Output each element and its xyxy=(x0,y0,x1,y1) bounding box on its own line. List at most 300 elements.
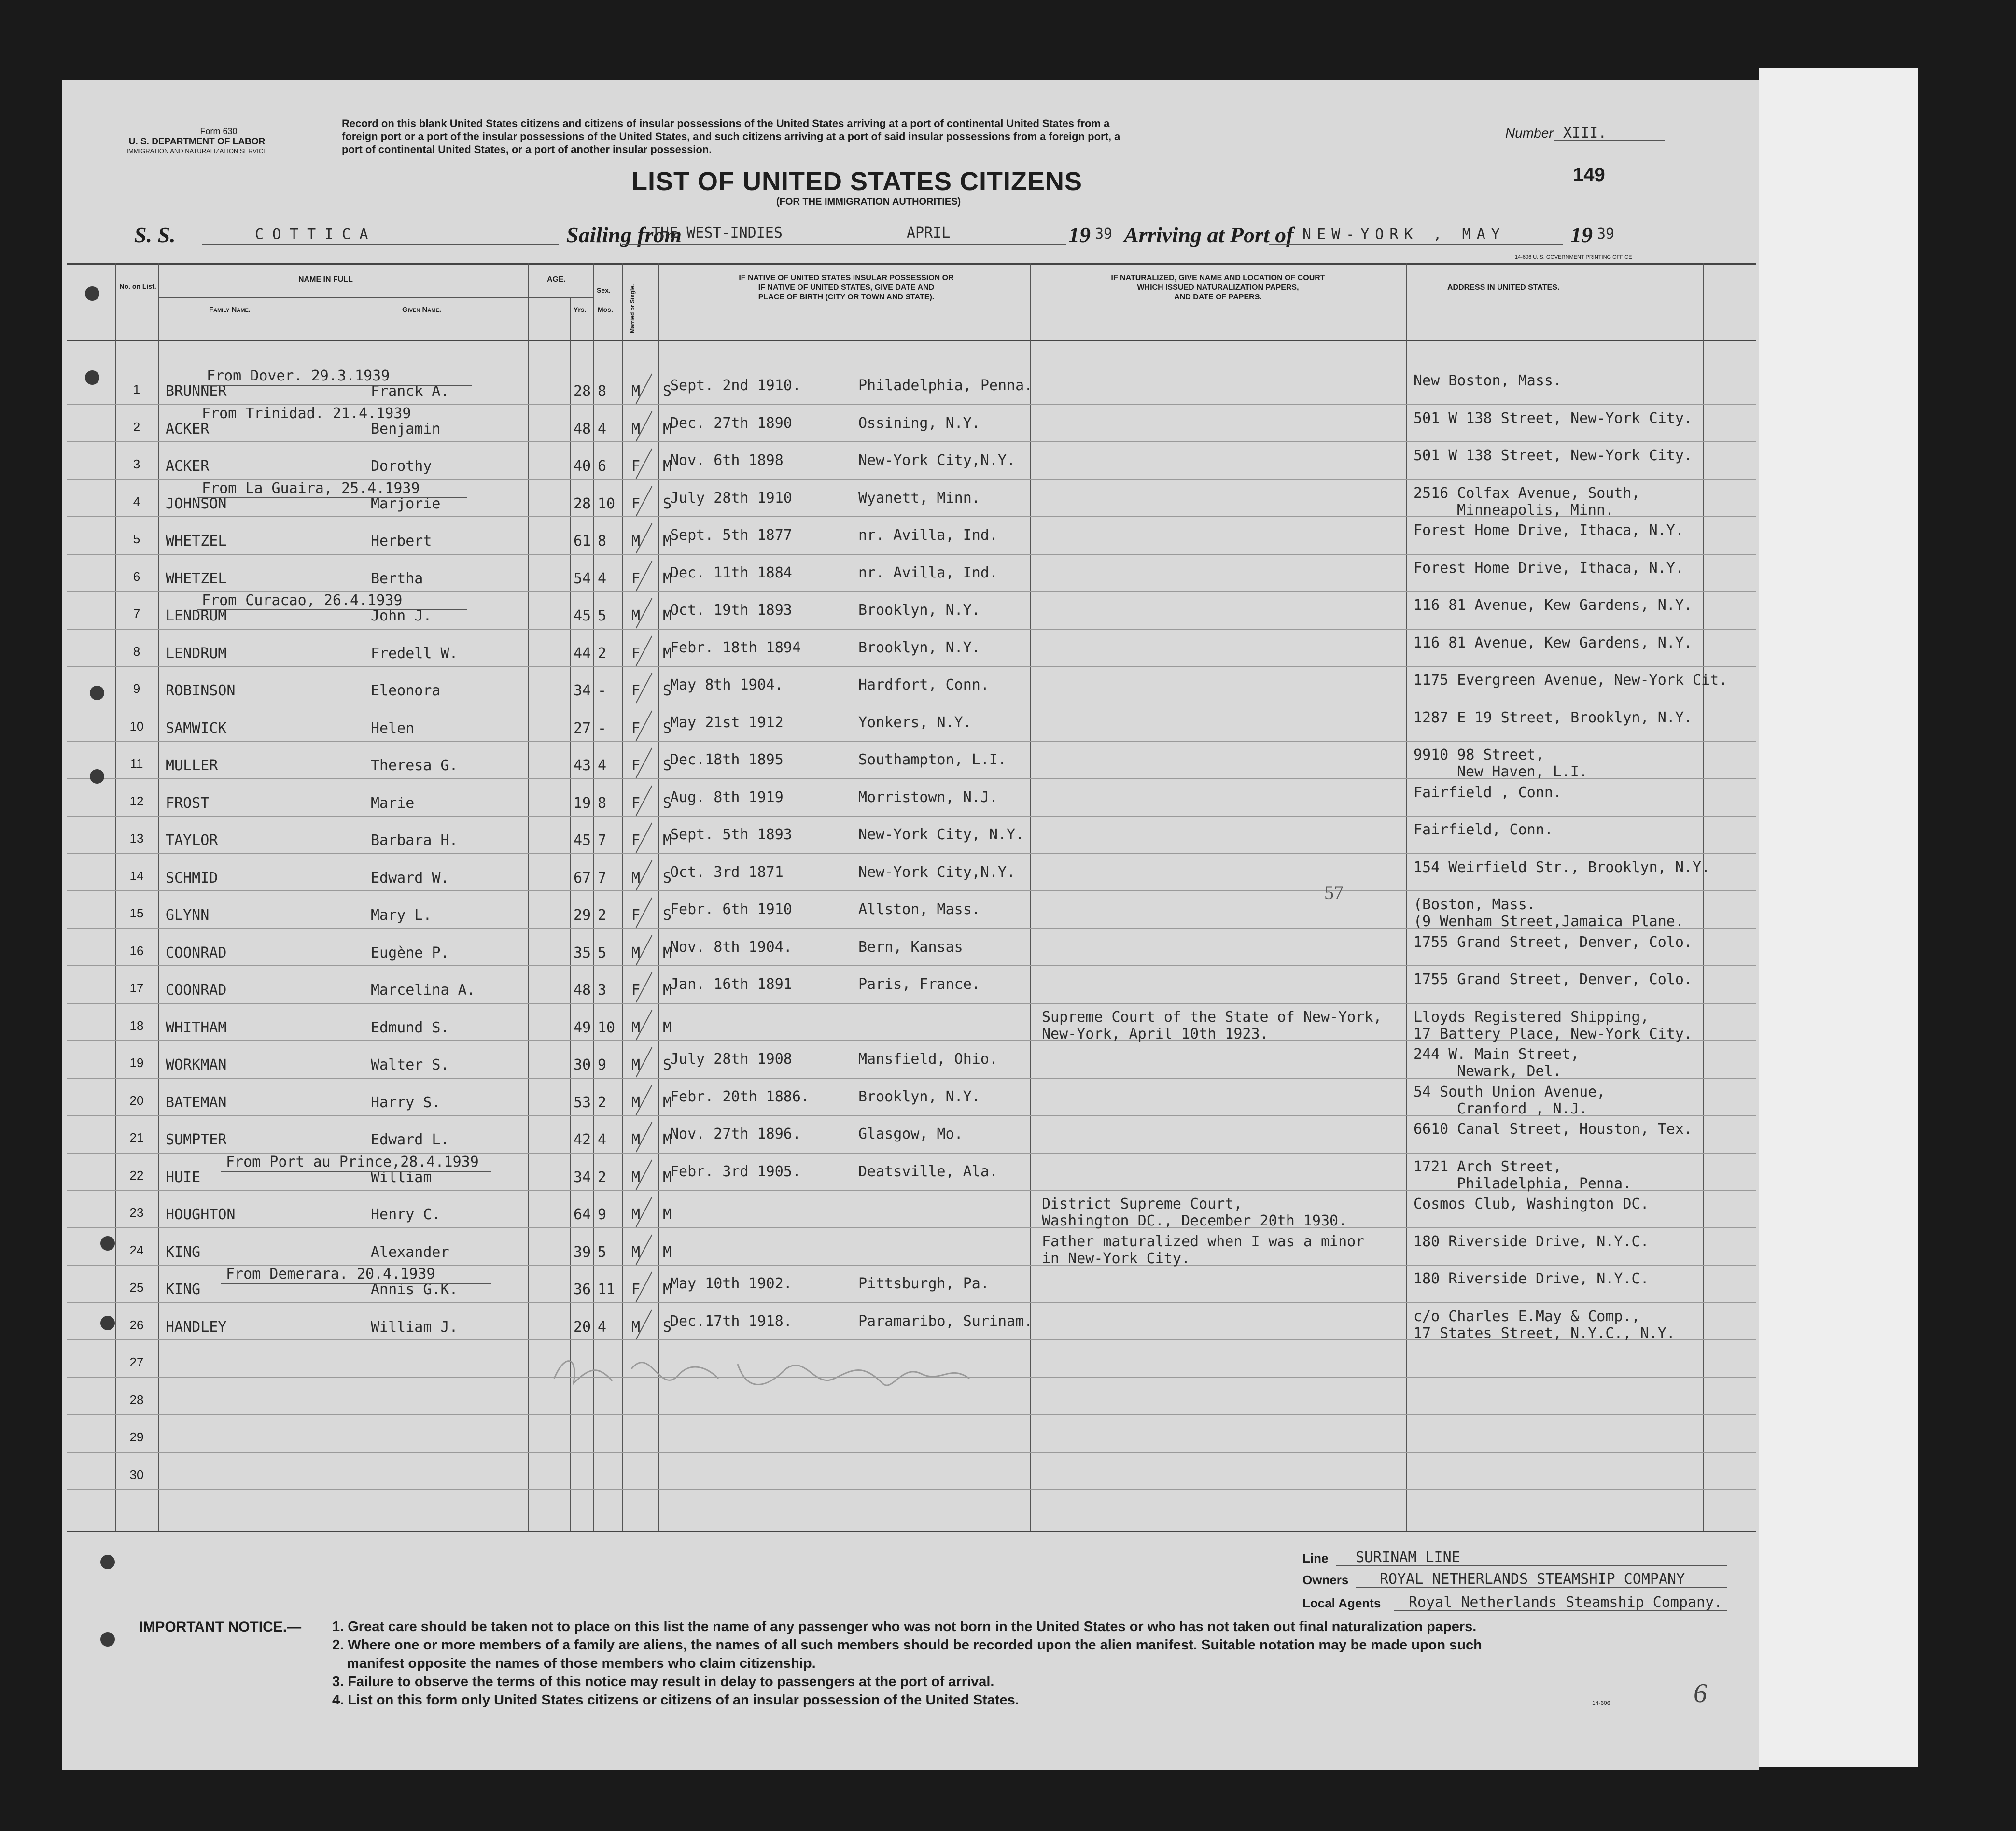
age-months: 4 xyxy=(598,1131,607,1148)
marital-status: M xyxy=(663,570,672,587)
birth-date: Febr. 6th 1910 xyxy=(670,901,792,918)
us-address: 17 Battery Place, New-York City. xyxy=(1414,1025,1693,1042)
birth-place: New-York City,N.Y. xyxy=(858,863,1016,881)
given-name: Edward L. xyxy=(371,1131,449,1148)
family-name: SCHMID xyxy=(166,869,218,887)
us-address: 154 Weirfield Str., Brooklyn, N.Y. xyxy=(1414,859,1710,876)
row-number: 7 xyxy=(133,606,140,621)
ship-name: COTTICA xyxy=(255,226,377,243)
row-rule xyxy=(67,1414,1756,1415)
row-rule xyxy=(67,666,1756,667)
age-months: 5 xyxy=(598,607,607,624)
header-married: Married or Single. xyxy=(629,284,636,333)
row-number: 15 xyxy=(129,906,144,920)
marital-status: S xyxy=(663,1318,672,1336)
birth-place: Hardfort, Conn. xyxy=(858,676,989,693)
given-name: Bertha xyxy=(371,570,423,587)
row-number: 14 xyxy=(129,868,144,883)
age-months: 10 xyxy=(598,1019,616,1036)
marital-status: M xyxy=(663,1281,672,1298)
month-underline xyxy=(873,244,1066,245)
family-name: ROBINSON xyxy=(166,682,236,699)
row-number: 11 xyxy=(130,756,143,771)
given-name: William xyxy=(371,1169,432,1186)
given-name: Edward W. xyxy=(371,869,449,887)
age-years: 49 xyxy=(574,1019,591,1036)
notice-2-cont: manifest opposite the names of those members who claim citizenship. xyxy=(347,1656,816,1671)
agents-label: Local Agents xyxy=(1302,1596,1381,1610)
age-years: 40 xyxy=(574,458,591,475)
marital-status: M xyxy=(663,982,672,999)
us-address: (9 Wenham Street,Jamaica Plane. xyxy=(1414,913,1684,930)
marital-status: M xyxy=(663,1094,672,1111)
us-address: 501 W 138 Street, New-York City. xyxy=(1414,409,1693,427)
given-name: Theresa G. xyxy=(371,757,458,774)
row-number: 27 xyxy=(129,1355,144,1369)
number-value: XIII. xyxy=(1563,125,1607,141)
row-rule xyxy=(67,1302,1756,1303)
marital-status: M xyxy=(663,420,672,437)
given-name: John J. xyxy=(371,607,432,624)
age-years: 36 xyxy=(574,1281,591,1298)
row-number: 19 xyxy=(129,1056,144,1070)
birth-date: Nov. 6th 1898 xyxy=(670,452,784,469)
family-name: MULLER xyxy=(166,757,218,774)
punch-hole xyxy=(100,1236,115,1251)
col-divider-native xyxy=(1030,263,1031,1531)
record-text-2: foreign port or a port of the insular possessions of the United States, and such citizens arriving at a port of said insular possessions from a foreign port, a xyxy=(342,130,1120,142)
table-bottom-border xyxy=(67,1531,1756,1532)
owners-value: ROYAL NETHERLANDS STEAMSHIP COMPANY xyxy=(1380,1571,1685,1588)
row-number: 6 xyxy=(133,569,140,584)
naturalization-court: in New-York City. xyxy=(1042,1250,1190,1267)
row-number: 22 xyxy=(129,1168,144,1183)
family-name: ACKER xyxy=(166,420,210,437)
age-years: 48 xyxy=(574,420,591,437)
birth-date: Oct. 3rd 1871 xyxy=(670,863,784,881)
age-months: 3 xyxy=(598,982,607,999)
row-number: 21 xyxy=(129,1130,144,1145)
right-margin-strip xyxy=(1759,68,1918,1767)
us-address: Cranford , N.J. xyxy=(1457,1100,1588,1117)
port-of-embarkation: From Curacao, 26.4.1939 xyxy=(202,592,403,609)
family-name: KING xyxy=(166,1281,201,1298)
port-underline xyxy=(197,497,467,498)
given-name: Edmund S. xyxy=(371,1019,449,1036)
birth-date: May 8th 1904. xyxy=(670,676,784,693)
birth-date: Jan. 16th 1891 xyxy=(670,976,792,993)
birth-place: Morristown, N.J. xyxy=(858,789,998,806)
us-address: 1175 Evergreen Avenue, New-York Cit. xyxy=(1414,672,1728,689)
print-code: 14-606 U. S. GOVERNMENT PRINTING OFFICE xyxy=(1515,254,1632,260)
header-family: Family Name. xyxy=(209,306,251,314)
sex: M xyxy=(631,420,641,437)
family-name: ACKER xyxy=(166,458,210,475)
port-underline xyxy=(197,609,467,610)
row-rule xyxy=(67,965,1756,966)
given-name: Fredell W. xyxy=(371,645,458,662)
port-underline xyxy=(202,385,472,386)
sex: F xyxy=(631,495,641,512)
birth-date: May 21st 1912 xyxy=(670,714,784,731)
age-months: 2 xyxy=(598,645,607,662)
birth-place: Mansfield, Ohio. xyxy=(858,1051,998,1068)
sex: F xyxy=(631,458,641,475)
age-years: 27 xyxy=(574,719,591,737)
marital-status: S xyxy=(663,1056,672,1073)
age-years: 48 xyxy=(574,982,591,999)
us-address: 501 W 138 Street, New-York City. xyxy=(1414,447,1693,464)
birth-place: Pittsburgh, Pa. xyxy=(858,1275,989,1292)
age-years: 28 xyxy=(574,495,591,512)
marital-status: S xyxy=(663,719,672,737)
sex: F xyxy=(631,570,641,587)
given-name: Annis G.K. xyxy=(371,1281,458,1298)
notice-title: IMPORTANT NOTICE.— xyxy=(139,1619,302,1635)
family-name: WORKMAN xyxy=(166,1056,227,1073)
sex: F xyxy=(631,682,641,699)
family-name: JOHNSON xyxy=(166,495,227,512)
birth-place: Paramaribo, Surinam. xyxy=(858,1312,1033,1330)
marital-status: S xyxy=(663,495,672,512)
row-number: 9 xyxy=(133,681,140,696)
service: IMMIGRATION AND NATURALIZATION SERVICE xyxy=(126,147,267,155)
us-address: Cosmos Club, Washington DC. xyxy=(1414,1196,1649,1212)
given-name: Barbara H. xyxy=(371,832,458,849)
marital-status: S xyxy=(663,383,672,400)
age-years: 43 xyxy=(574,757,591,774)
age-months: 2 xyxy=(598,1094,607,1111)
row-rule xyxy=(67,853,1756,854)
birth-place: Southampton, L.I. xyxy=(858,751,1007,768)
sailing-month: APRIL xyxy=(907,225,951,241)
col-divider-naturalized xyxy=(1406,263,1407,1531)
us-address: 2516 Colfax Avenue, South, xyxy=(1414,484,1640,502)
port-underline xyxy=(221,1171,491,1172)
port-of-embarkation: From La Guaira, 25.4.1939 xyxy=(202,479,420,497)
us-address: Minneapolis, Minn. xyxy=(1457,501,1614,519)
marital-status: S xyxy=(663,682,672,699)
port-of-embarkation: From Demerara. 20.4.1939 xyxy=(226,1266,435,1282)
sex: M xyxy=(631,1206,641,1223)
given-name: William J. xyxy=(371,1318,458,1336)
age-years: 28 xyxy=(574,383,591,400)
header-name: NAME IN FULL xyxy=(298,275,353,283)
notice-1: 1. Great care should be taken not to place on this list the name of any passenger who was not born in the United States or who has not taken out final naturalization papers. xyxy=(332,1619,1477,1634)
sex: F xyxy=(631,794,641,812)
row-rule xyxy=(67,441,1756,442)
sex: M xyxy=(631,1318,641,1336)
us-address: 244 W. Main Street, xyxy=(1414,1046,1580,1063)
sex: F xyxy=(631,1281,641,1298)
age-months: 9 xyxy=(598,1056,607,1073)
age-months: 7 xyxy=(598,869,607,887)
arriving-label: Arriving at Port of xyxy=(1124,223,1294,247)
birth-date: Dec.17th 1918. xyxy=(670,1312,792,1330)
sailing-label: Sailing from xyxy=(566,223,682,247)
header-naturalized-1: IF NATURALIZED, GIVE NAME AND LOCATION OF COURT xyxy=(1111,274,1325,282)
birth-place: New-York City, N.Y. xyxy=(858,826,1024,843)
table-header-bottom xyxy=(67,340,1756,341)
table-top-border xyxy=(67,263,1756,265)
us-address: New Haven, L.I. xyxy=(1457,763,1588,780)
us-address: 54 South Union Avenue, xyxy=(1414,1083,1606,1100)
age-years: 39 xyxy=(574,1243,591,1261)
birth-date: Sept. 5th 1893 xyxy=(670,826,792,843)
arrival-port: NEW-YORK , MAY xyxy=(1302,226,1506,243)
us-address: Fairfield, Conn. xyxy=(1414,821,1553,838)
manifest-sheet xyxy=(62,80,1759,1770)
given-name: Harry S. xyxy=(371,1094,441,1111)
naturalization-court: Supreme Court of the State of New-York, xyxy=(1042,1008,1382,1026)
corner-mark: 6 xyxy=(1694,1678,1707,1708)
age-months: 8 xyxy=(598,794,607,812)
punch-hole xyxy=(85,286,99,301)
birth-date: Nov. 8th 1904. xyxy=(670,938,792,956)
header-native-2: IF NATIVE OF UNITED STATES, GIVE DATE AND xyxy=(758,283,935,292)
family-name: KING xyxy=(166,1243,201,1261)
given-name: Marjorie xyxy=(371,495,441,512)
header-native-1: IF NATIVE OF UNITED STATES INSULAR POSSESSION OR xyxy=(739,274,954,282)
row-number: 8 xyxy=(133,644,140,659)
sex: M xyxy=(631,1243,641,1261)
marital-status: S xyxy=(663,907,672,924)
number-label: Number xyxy=(1505,126,1554,141)
ship-underline xyxy=(202,244,559,245)
age-months: 2 xyxy=(598,1169,607,1186)
sex: M xyxy=(631,1131,641,1148)
us-address: 1755 Grand Street, Denver, Colo. xyxy=(1414,933,1693,951)
birth-place: Yonkers, N.Y. xyxy=(858,714,972,731)
punch-hole xyxy=(100,1632,115,1647)
birth-place: Deatsville, Ala. xyxy=(858,1163,998,1180)
form-number: Form 630 xyxy=(200,127,238,136)
row-number: 28 xyxy=(129,1392,144,1407)
birth-date: Aug. 8th 1919 xyxy=(670,789,784,806)
age-years: 45 xyxy=(574,832,591,849)
page-subtitle: (FOR THE IMMIGRATION AUTHORITIES) xyxy=(776,197,961,207)
marital-status: M xyxy=(663,1019,672,1036)
birth-place: Wyanett, Minn. xyxy=(858,489,980,507)
row-number: 16 xyxy=(129,943,144,958)
us-address: Forest Home Drive, Ithaca, N.Y. xyxy=(1414,522,1684,539)
us-address: Philadelphia, Penna. xyxy=(1457,1175,1632,1192)
birth-date: Febr. 20th 1886. xyxy=(670,1088,810,1105)
footer-code: 14-606 xyxy=(1592,1700,1610,1706)
sex: M xyxy=(631,1019,641,1036)
punch-hole xyxy=(90,686,104,700)
sex: M xyxy=(631,1056,641,1073)
punch-hole xyxy=(100,1316,115,1330)
given-name: Walter S. xyxy=(371,1056,449,1073)
row-rule xyxy=(67,816,1756,817)
birth-date: May 10th 1902. xyxy=(670,1275,792,1292)
age-years: 35 xyxy=(574,944,591,961)
family-name: BATEMAN xyxy=(166,1094,227,1111)
us-address: Forest Home Drive, Ithaca, N.Y. xyxy=(1414,559,1684,577)
header-given: Given Name. xyxy=(402,306,441,314)
arrival-year-prefix: 19 xyxy=(1570,223,1593,247)
header-naturalized-3: AND DATE OF PAPERS. xyxy=(1174,293,1262,301)
family-name: WHITHAM xyxy=(166,1019,227,1036)
row-number: 3 xyxy=(133,457,140,471)
given-name: Marie xyxy=(371,794,415,812)
birth-place: New-York City,N.Y. xyxy=(858,452,1016,469)
header-naturalized-2: WHICH ISSUED NATURALIZATION PAPERS, xyxy=(1137,283,1299,292)
us-address: Fairfield , Conn. xyxy=(1414,784,1562,801)
age-months: 4 xyxy=(598,570,607,587)
sex: M xyxy=(631,944,641,961)
age-years: 53 xyxy=(574,1094,591,1111)
age-months: 4 xyxy=(598,757,607,774)
birth-place: nr. Avilla, Ind. xyxy=(858,564,998,581)
age-years: 20 xyxy=(574,1318,591,1336)
us-address: 116 81 Avenue, Kew Gardens, N.Y. xyxy=(1414,597,1693,614)
row-number: 12 xyxy=(129,793,144,808)
birth-date: Dec.18th 1895 xyxy=(670,751,784,768)
col-divider-address xyxy=(1703,263,1704,1531)
birth-place: Bern, Kansas xyxy=(858,938,963,956)
sex: M xyxy=(631,1169,641,1186)
birth-date: Nov. 27th 1896. xyxy=(670,1126,801,1142)
family-name: HUIE xyxy=(166,1169,201,1186)
naturalization-court: Washington DC., December 20th 1930. xyxy=(1042,1212,1347,1229)
age-months: 5 xyxy=(598,1243,607,1261)
age-years: 67 xyxy=(574,869,591,887)
us-address: 1755 Grand Street, Denver, Colo. xyxy=(1414,971,1693,988)
sex: F xyxy=(631,982,641,999)
us-address: 180 Riverside Drive, N.Y.C. xyxy=(1414,1233,1649,1250)
sailing-year-prefix: 19 xyxy=(1068,223,1091,247)
header-address: ADDRESS IN UNITED STATES. xyxy=(1447,283,1560,292)
age-months: 4 xyxy=(598,1318,607,1336)
age-months: 9 xyxy=(598,1206,607,1223)
department: U. S. DEPARTMENT OF LABOR xyxy=(128,137,266,147)
row-number: 10 xyxy=(129,718,144,733)
family-name: SAMWICK xyxy=(166,719,227,737)
marital-status: M xyxy=(663,1243,672,1261)
port-of-embarkation: From Dover. 29.3.1939 xyxy=(207,367,390,384)
agents-underline xyxy=(1394,1610,1727,1611)
family-name: GLYNN xyxy=(166,907,210,924)
age-years: 45 xyxy=(574,607,591,624)
row-rule xyxy=(67,890,1756,891)
given-name: Marcelina A. xyxy=(371,982,476,999)
arrival-year-suffix: 39 xyxy=(1597,225,1615,242)
age-months: 2 xyxy=(598,907,607,924)
marital-status: M xyxy=(663,1206,672,1223)
age-months: 6 xyxy=(598,458,607,475)
birth-place: Philadelphia, Penna. xyxy=(858,377,1033,394)
marital-status: S xyxy=(663,869,672,887)
us-address: 1287 E 19 Street, Brooklyn, N.Y. xyxy=(1414,709,1693,726)
family-name: TAYLOR xyxy=(166,832,218,849)
sex: M xyxy=(631,533,641,549)
us-address: 9910 98 Street, xyxy=(1414,746,1544,763)
line-underline xyxy=(1336,1565,1727,1566)
given-name: Mary L. xyxy=(371,907,432,924)
punch-hole xyxy=(85,370,99,385)
header-age: AGE. xyxy=(547,275,566,283)
sex: F xyxy=(631,907,641,924)
row-number: 4 xyxy=(133,494,140,509)
page-number: 149 xyxy=(1573,164,1605,185)
us-address: 180 Riverside Drive, N.Y.C. xyxy=(1414,1270,1649,1287)
age-months: - xyxy=(598,682,607,699)
marital-status: M xyxy=(663,607,672,624)
row-number: 17 xyxy=(129,981,144,995)
header-no: No. on List. xyxy=(119,282,156,290)
record-text-1: Record on this blank United States citizens and citizens of insular possessions of the United States arriving at a port of continental United States from a xyxy=(342,117,1110,129)
birth-date: July 28th 1910 xyxy=(670,489,792,507)
family-name: HOUGHTON xyxy=(166,1206,236,1223)
us-address: 6610 Canal Street, Houston, Tex. xyxy=(1414,1121,1693,1138)
row-number: 1 xyxy=(133,382,140,396)
age-years: 34 xyxy=(574,1169,591,1186)
header-yrs: Yrs. xyxy=(574,306,587,313)
marital-status: S xyxy=(663,757,672,774)
notice-2: 2. Where one or more members of a family are aliens, the names of all such members should be recorded upon the alien manifest. Suitable notation may be made upon such xyxy=(332,1637,1482,1653)
given-name: Alexander xyxy=(371,1243,449,1261)
birth-place: nr. Avilla, Ind. xyxy=(858,527,998,544)
sex: F xyxy=(631,757,641,774)
birth-date: Sept. 5th 1877 xyxy=(670,527,792,544)
birth-place: Allston, Mass. xyxy=(858,901,980,918)
row-rule xyxy=(67,1227,1756,1228)
sex: F xyxy=(631,719,641,737)
birth-date: July 28th 1908 xyxy=(670,1051,792,1068)
given-name: Henry C. xyxy=(371,1206,441,1223)
naturalization-court: Father maturalized when I was a minor xyxy=(1042,1233,1365,1250)
family-name: COONRAD xyxy=(166,944,227,961)
given-name: Eugène P. xyxy=(371,944,449,961)
sex: F xyxy=(631,832,641,849)
birth-date: Dec. 11th 1884 xyxy=(670,564,792,581)
age-years: 61 xyxy=(574,533,591,549)
age-months: 10 xyxy=(598,495,616,512)
age-years: 19 xyxy=(574,794,591,812)
marital-status: M xyxy=(663,458,672,475)
col-divider-no xyxy=(115,263,116,1531)
us-address: (Boston, Mass. xyxy=(1414,896,1536,913)
given-name: Herbert xyxy=(371,533,432,549)
margin-number: 57 xyxy=(1324,882,1344,903)
sex: M xyxy=(631,383,641,400)
name-age-subrule xyxy=(158,297,593,298)
birth-date: Febr. 18th 1894 xyxy=(670,639,801,656)
port-of-embarkation: From Trinidad. 21.4.1939 xyxy=(202,405,411,422)
age-years: 29 xyxy=(574,907,591,924)
punch-hole xyxy=(100,1555,115,1569)
family-name: FROST xyxy=(166,794,210,812)
page-title: LIST OF UNITED STATES CITIZENS xyxy=(631,167,1082,196)
marital-status: M xyxy=(663,832,672,849)
row-number: 5 xyxy=(133,532,140,546)
header-native-3: PLACE OF BIRTH (CITY OR TOWN AND STATE). xyxy=(758,293,935,301)
port-underline xyxy=(221,1283,491,1284)
naturalization-court: District Supreme Court, xyxy=(1042,1196,1243,1212)
row-number: 30 xyxy=(129,1467,144,1482)
naturalization-court: New-York, April 10th 1923. xyxy=(1042,1025,1269,1042)
age-years: 64 xyxy=(574,1206,591,1223)
marital-status: M xyxy=(663,533,672,549)
row-rule xyxy=(67,1489,1756,1490)
marital-status: M xyxy=(663,944,672,961)
us-address: 1721 Arch Street, xyxy=(1414,1158,1562,1175)
given-name: Franck A. xyxy=(371,383,449,400)
row-rule xyxy=(67,1003,1756,1004)
age-months: 8 xyxy=(598,533,607,549)
